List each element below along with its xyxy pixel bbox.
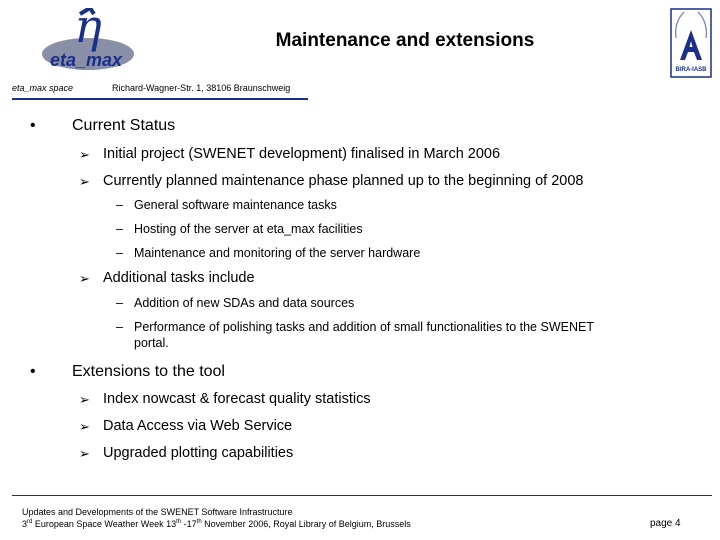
arrow-bullet-icon: ➢ xyxy=(79,446,90,461)
svg-text:η: η xyxy=(74,8,102,53)
org-name: eta_max space xyxy=(12,83,74,93)
bullet-dot-icon: • xyxy=(30,363,36,380)
list-item: Upgraded plotting capabilities xyxy=(103,445,294,461)
dash-bullet-icon: – xyxy=(116,296,123,310)
dash-bullet-icon: – xyxy=(116,222,123,236)
list-item: Additional tasks include xyxy=(103,270,255,286)
arrow-bullet-icon: ➢ xyxy=(79,174,90,189)
arrow-bullet-icon: ➢ xyxy=(79,419,90,434)
list-item: Index nowcast & forecast quality statistics xyxy=(103,391,371,407)
arrow-bullet-icon: ➢ xyxy=(79,271,90,286)
footer-divider xyxy=(12,495,712,496)
sub-list-item-continued: portal. xyxy=(134,336,169,350)
page-title: Maintenance and extensions xyxy=(275,30,535,51)
eta-max-logo xyxy=(36,8,146,78)
logo-left-text: eta_max xyxy=(49,50,123,70)
sub-list-item: Addition of new SDAs and data sources xyxy=(134,296,355,310)
sub-list-item: Hosting of the server at eta_max facilities xyxy=(134,222,363,236)
bira-iasb-logo xyxy=(670,8,712,78)
list-item: Initial project (SWENET development) finalised in March 2006 xyxy=(103,146,501,162)
sub-list-item: General software maintenance tasks xyxy=(134,198,337,212)
arrow-bullet-icon: ➢ xyxy=(79,147,90,162)
list-item: Currently planned maintenance phase planned up to the beginning of 2008 xyxy=(103,173,584,189)
page-number: page 4 xyxy=(650,518,681,529)
dash-bullet-icon: – xyxy=(116,198,123,212)
section-current-status: Current Status xyxy=(72,117,176,134)
section-extensions: Extensions to the tool xyxy=(72,363,225,380)
list-item: Data Access via Web Service xyxy=(103,418,293,434)
footer-event: 3rd European Space Weather Week 13th -17th November 2006, Royal Library of Belgium, Brussels xyxy=(22,519,411,529)
bullet-dot-icon: • xyxy=(30,117,36,134)
dash-bullet-icon: – xyxy=(116,320,123,334)
footer-title: Updates and Developments of the SWENET Software Infrastructure xyxy=(22,507,293,517)
dash-bullet-icon: – xyxy=(116,246,123,260)
logo-right-text: BIRA-IASB xyxy=(675,67,707,73)
address: Richard-Wagner-Str. 1, 38106 Braunschweig xyxy=(112,83,291,93)
header-divider xyxy=(12,98,308,100)
sub-list-item: Performance of polishing tasks and addition of small functionalities to the SWENET xyxy=(134,320,594,334)
arrow-bullet-icon: ➢ xyxy=(79,392,90,407)
sub-list-item: Maintenance and monitoring of the server hardware xyxy=(134,246,421,260)
